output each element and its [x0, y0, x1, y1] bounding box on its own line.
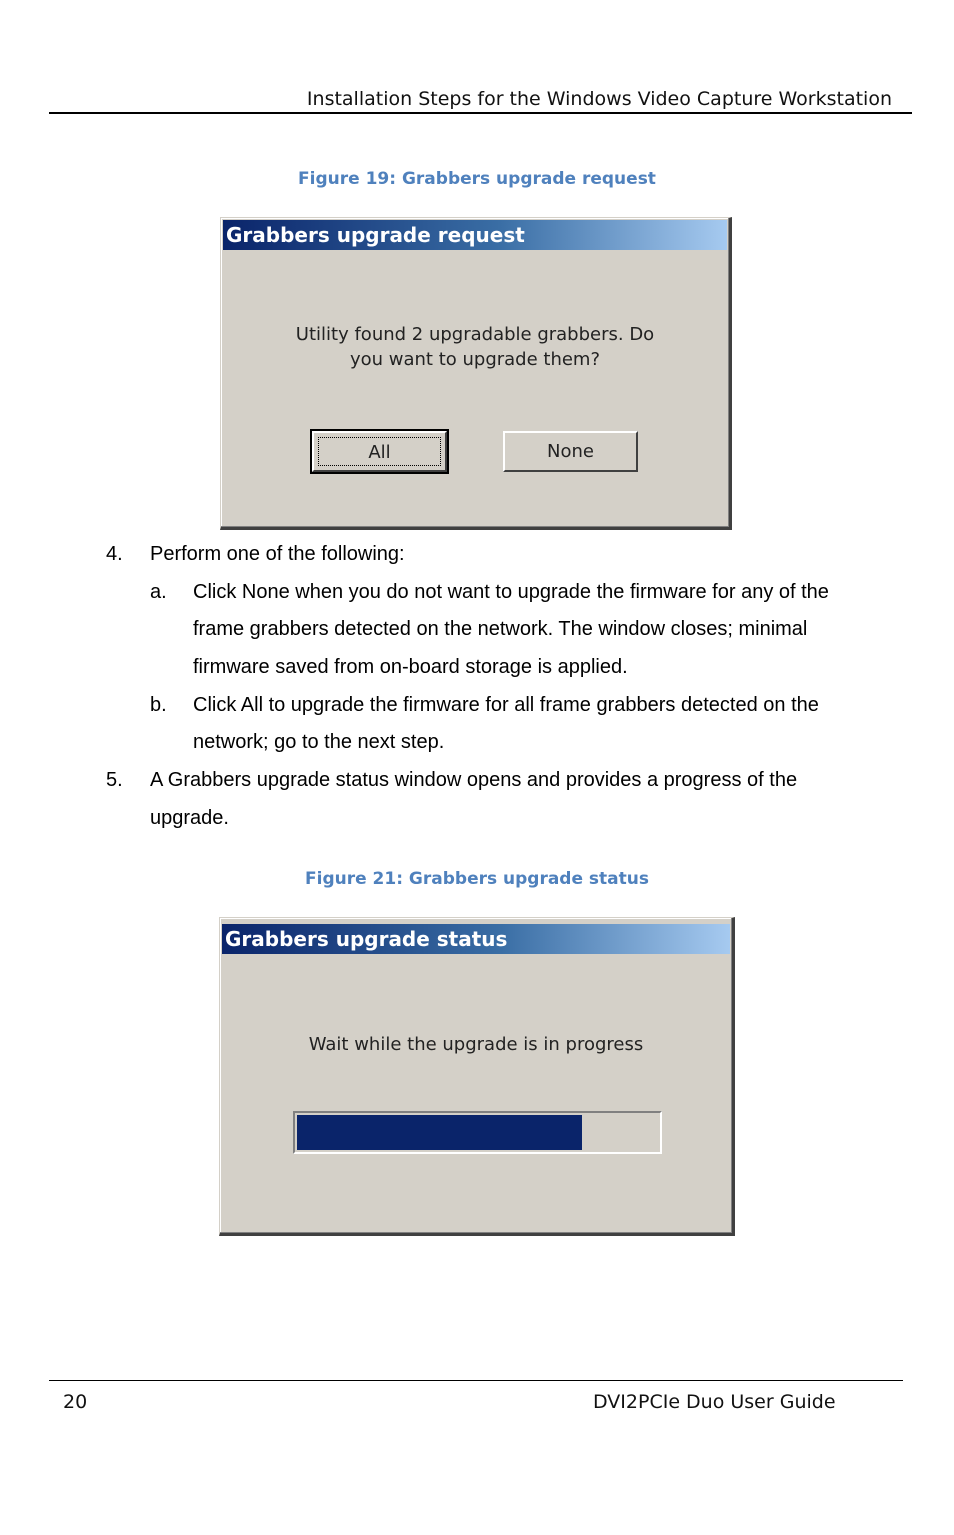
upgrade-status-dialog — [219, 917, 735, 1236]
upgrade-progress-bar — [293, 1111, 662, 1154]
header-rule — [49, 112, 912, 114]
dialog-message-line-2: you want to upgrade them? — [349, 349, 601, 370]
step-4b-line-2: network; go to the next step. — [193, 731, 445, 753]
step-4a-line-1: Click None when you do not want to upgrade the firmware for any of the — [193, 581, 829, 603]
figure-19-caption: Figure 19: Grabbers upgrade request — [298, 169, 656, 189]
figure-21-caption: Figure 21: Grabbers upgrade status — [305, 869, 649, 889]
step-4b-letter: b. — [150, 694, 167, 716]
step-4-text: Perform one of the following: — [150, 543, 405, 565]
all-button-label: All — [318, 437, 441, 466]
dialog-message — [221, 322, 729, 372]
upgrade-request-dialog — [220, 217, 732, 530]
step-4-number: 4. — [106, 543, 123, 565]
step-4b-line-1: Click All to upgrade the firmware for all frame grabbers detected on the — [193, 694, 819, 716]
dialog-titlebar[interactable]: Grabbers upgrade status — [222, 924, 730, 954]
footer-doc-title: DVI2PCIe Duo User Guide — [593, 1391, 836, 1413]
step-4a-line-3: firmware saved from on-board storage is applied. — [193, 656, 628, 678]
step-list — [0, 536, 954, 836]
step-5-line-2: upgrade. — [150, 807, 229, 829]
page-header-title: Installation Steps for the Windows Video Capture Workstation — [306, 88, 892, 110]
step-4a-letter: a. — [150, 581, 167, 603]
dialog-message-line-1: Utility found 2 upgradable grabbers. Do — [295, 324, 655, 345]
footer-rule — [49, 1380, 903, 1381]
step-4a-line-2: frame grabbers detected on the network. The window closes; minimal — [193, 618, 808, 640]
step-5-line-1: A Grabbers upgrade status window opens and provides a progress of the — [150, 769, 798, 791]
dialog-message: Wait while the upgrade is in progress — [308, 1034, 644, 1055]
footer-page-number: 20 — [63, 1391, 88, 1413]
step-5-number: 5. — [106, 769, 123, 791]
all-button[interactable] — [312, 431, 447, 472]
none-button[interactable]: None — [503, 431, 638, 472]
dialog-titlebar[interactable]: Grabbers upgrade request — [223, 220, 727, 250]
upgrade-progress-fill — [297, 1115, 582, 1150]
